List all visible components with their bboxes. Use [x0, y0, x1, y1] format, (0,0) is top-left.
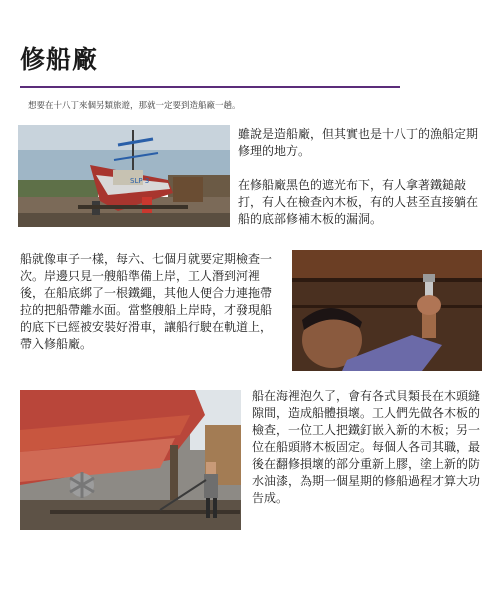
worker-closeup-photo	[292, 250, 482, 371]
section-1-text	[238, 126, 484, 228]
intro-text: 想要在十八丁來個另類旅遊，那就一定要到造船廠一趟。	[28, 101, 241, 111]
shipyard-hull-photo	[20, 390, 241, 530]
section-1-paragraph-1: 雖說是造船廠，但其實也是十八丁的漁船定期修理的地方。	[238, 127, 479, 158]
section-3-paragraph-1: 船在海裡泡久了，會有各式貝類長在木頭縫隙間，造成船體損壞。工人們先做各木板的檢查，一位工人把鐵釘嵌入新的木板；另一位在船頭將木板固定。每個人各司其職，最後在翻修損壞的部分重新上膠，塗上新的防水油漆，為期一個星期的修船過程才算大功告成。	[252, 389, 481, 505]
section-2-paragraph-1: 船就像車子一樣，每六、七個月就要定期檢查一次。岸邊只見一艘船準備上岸，工人潛到河裡後，在船底綁了一根鐵繩，其他人便合力連拖帶拉的把船帶離水面。當整艘船上岸時，才發現船的底下已經被安裝好滑車，讓船行駛在軌道上，帶入修船廠。	[20, 252, 273, 351]
boat-hull-marking: SLP 3	[130, 177, 150, 185]
page-title: 修船廠	[20, 45, 99, 74]
title-divider	[20, 86, 400, 88]
section-3-text	[252, 388, 486, 507]
section-1-paragraph-2: 在修船廠黑色的遮光布下，有人拿著鐵鎚敲打，有人在檢查內木板，有的人甚至直接躺在船的底部修補木板的漏洞。	[238, 178, 479, 226]
boat-slipway-photo	[18, 125, 230, 227]
section-2-text	[20, 251, 282, 353]
